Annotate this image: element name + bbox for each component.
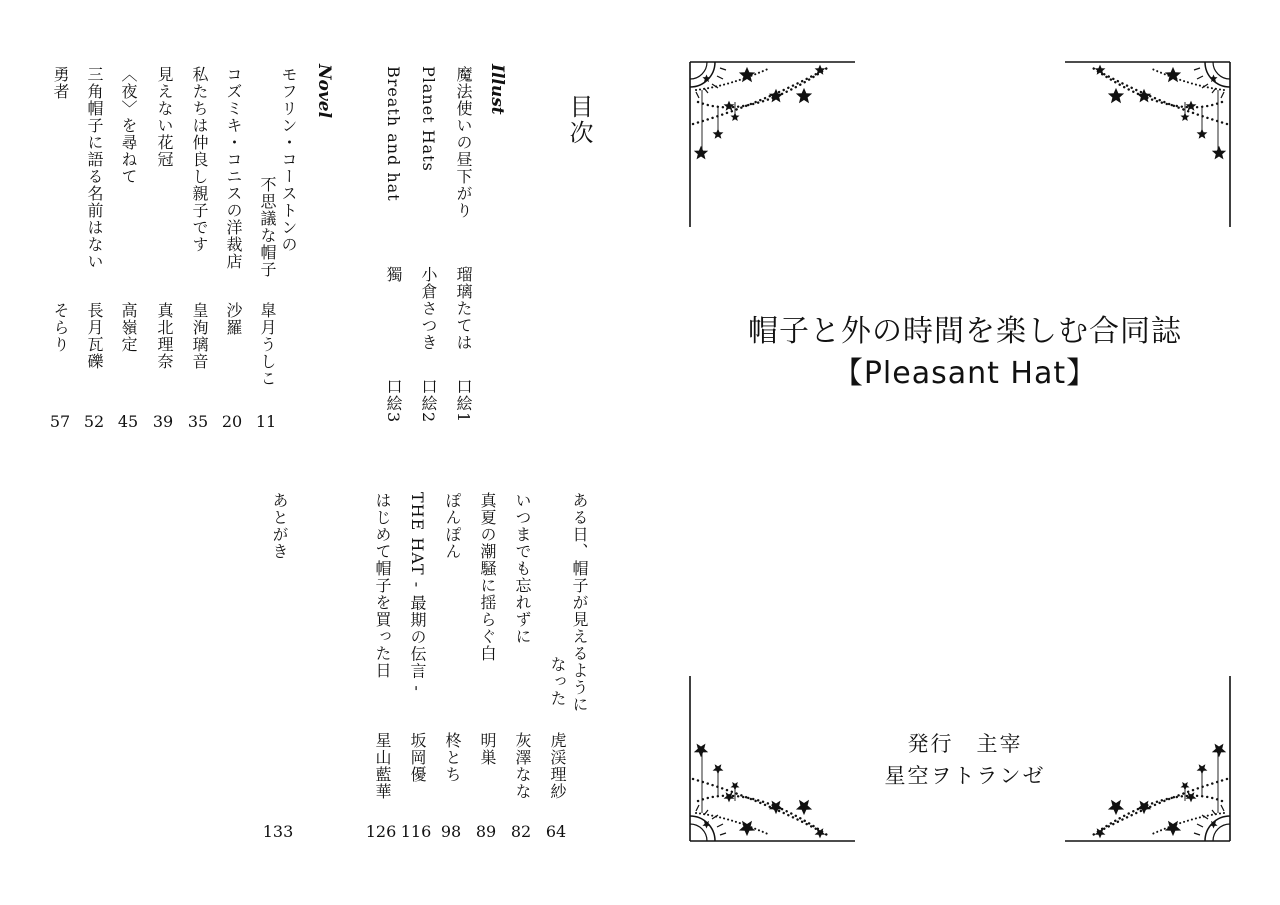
page-number: 39 xyxy=(152,412,174,431)
novel-title-3: 私たちは仲良し親子です xyxy=(190,66,209,253)
page-number: 126 xyxy=(365,822,397,841)
page-number: 52 xyxy=(83,412,105,431)
illust-author-1: 瑠璃たては xyxy=(454,266,473,351)
novel-author-5: 高嶺定 xyxy=(119,302,138,353)
book-title-line2: 【Pleasant Hat】 xyxy=(832,356,1098,391)
illust-title-3: Breath and hat xyxy=(384,66,403,202)
illust-title-1: 魔法使いの昼下がり xyxy=(454,66,473,219)
lower-author-4: 柊とち xyxy=(443,732,462,783)
illust-heading: Illust xyxy=(487,64,507,115)
page-number: 89 xyxy=(475,822,497,841)
lower-author-2: 灰澤なな xyxy=(513,732,532,800)
lower-title-1a: ある日、帽子が見えるように xyxy=(570,492,589,713)
novel-author-6: 長月瓦礫 xyxy=(85,302,104,370)
illust-title-2: Planet Hats xyxy=(419,66,438,172)
novel-author-7: そらり xyxy=(51,302,70,353)
lower-title-5: THE HAT - 最期の伝言 - xyxy=(408,492,427,692)
novel-author-3: 皇洵璃音 xyxy=(190,302,209,370)
illust-page-2: 口絵2 xyxy=(419,378,438,424)
novel-author-4: 真北理奈 xyxy=(155,302,174,370)
book-title-line1: 帽子と外の時間を楽しむ合同誌 xyxy=(748,314,1182,349)
page-number: 20 xyxy=(221,412,243,431)
lower-author-6: 星山藍華 xyxy=(373,732,392,800)
lower-author-3: 明巣 xyxy=(478,732,497,766)
novel-title-1a: モフリン・コーストンの xyxy=(279,66,298,253)
lower-title-6: はじめて帽子を買った日 xyxy=(373,492,392,679)
page-number: 35 xyxy=(187,412,209,431)
page-number: 64 xyxy=(545,822,567,841)
lower-title-3: 真夏の潮騒に揺らぐ白 xyxy=(478,492,497,662)
page-number: 11 xyxy=(255,412,277,431)
publisher-label: 発行 主宰 xyxy=(907,732,1023,756)
lower-author-1: 虎渓理紗 xyxy=(548,732,567,800)
novel-heading: Novel xyxy=(314,64,334,119)
page-number: 82 xyxy=(510,822,532,841)
illust-page-3: 口絵3 xyxy=(384,378,403,424)
novel-title-4: 見えない花冠 xyxy=(155,66,174,168)
page-number: 57 xyxy=(49,412,71,431)
lower-title-4: ぽんぽん xyxy=(443,492,462,560)
page-number: 133 xyxy=(262,822,294,841)
lower-title-2: いつまでも忘れずに xyxy=(513,492,532,645)
page-number: 116 xyxy=(400,822,432,841)
page-number: 45 xyxy=(117,412,139,431)
illust-page-1: 口絵1 xyxy=(454,378,473,424)
novel-title-1b: 不思議な帽子 xyxy=(258,176,277,278)
novel-author-1: 皐月うしこ xyxy=(258,302,277,387)
toc-title: 目次 xyxy=(565,94,593,146)
novel-title-6: 三角帽子に語る名前はない xyxy=(85,66,104,270)
lower-author-5: 坂岡優 xyxy=(408,732,427,783)
lower-title-1b: なった xyxy=(548,656,567,707)
illust-author-3: 獨 xyxy=(384,266,403,283)
novel-title-5: 〈夜〉を尋ねて xyxy=(119,66,138,185)
novel-title-2: コズミキ・コニスの洋裁店 xyxy=(224,66,243,270)
novel-title-7: 勇者 xyxy=(51,66,70,100)
illust-author-2: 小倉さつき xyxy=(419,266,438,351)
lower-title-7: あとがき xyxy=(270,492,289,560)
novel-author-2: 沙羅 xyxy=(224,302,243,336)
page-number: 98 xyxy=(440,822,462,841)
publisher-name: 星空ヲトランゼ xyxy=(884,764,1046,788)
